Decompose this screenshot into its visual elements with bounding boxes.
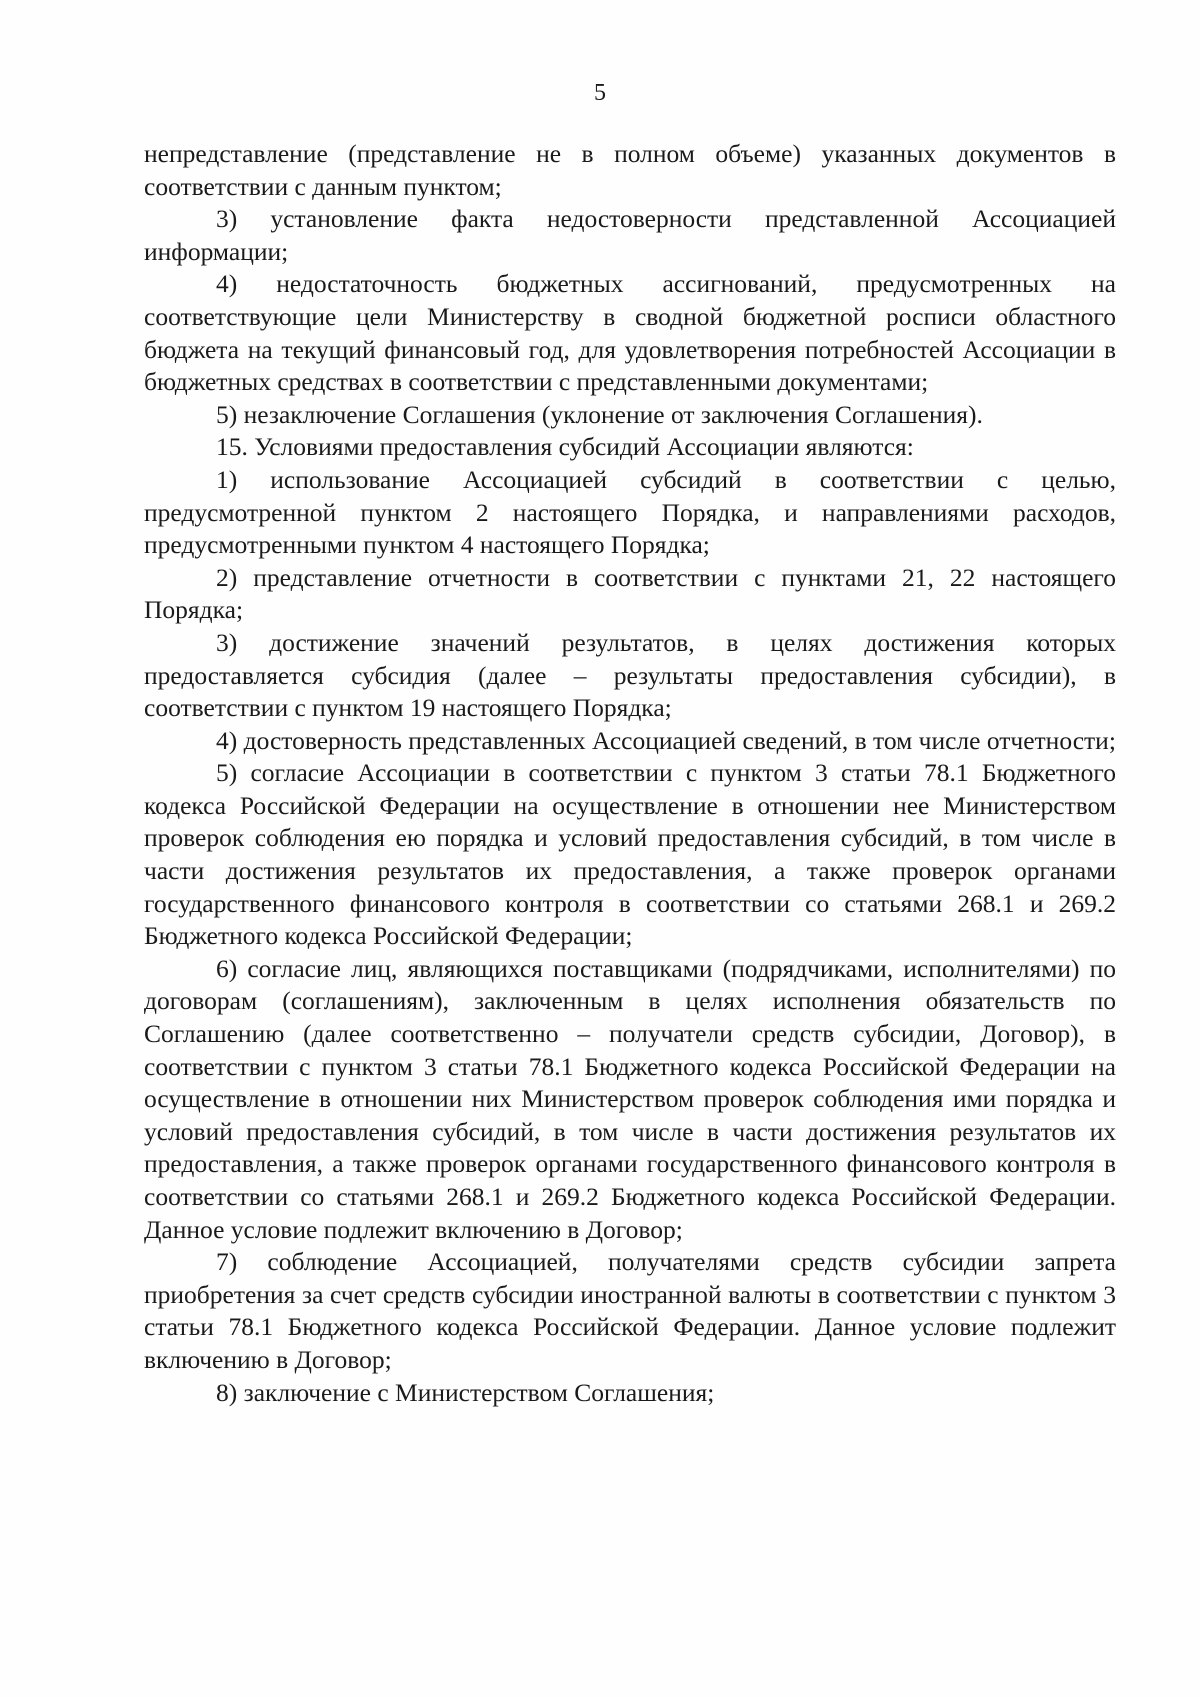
paragraph: 8) заключение с Министерством Соглашения; — [216, 1377, 715, 1407]
paragraph: 2) представление отчетности в соответствии с пунктами 21, 22 настоящего Порядка; — [144, 562, 1116, 625]
paragraph: 5) незаключение Соглашения (уклонение от заключения Соглашения). — [216, 399, 983, 429]
paragraph: 4) достоверность представленных Ассоциацией сведений, в том числе отчетности; — [216, 725, 1116, 755]
paragraph: 1) использование Ассоциацией субсидий в соответствии с целью, предусмотренной пунктом 2 настоящего Порядка, и направлениями расходов, предусмотренными пунктом 4 настоящего Порядка; — [144, 464, 1116, 560]
paragraph: 7) соблюдение Ассоциацией, получателями средств субсидии запрета приобретения за счет средств субсидии иностранной валюты в соответствии с пунктом 3 статьи 78.1 Бюджетного кодекса Российской Федерации. Данное условие подлежит включению в Договор; — [144, 1247, 1116, 1374]
paragraph: 4) недостаточность бюджетных ассигнований, предусмотренных на соответствующие цели Министерству в сводной бюджетной росписи областного бюджета на текущий финансовый год, для удовлетворения потребностей Ассоциации в бюджетных средствах в соответствии с представленными документами; — [144, 269, 1116, 397]
paragraph: 3) установление факта недостоверности представленной Ассоциацией информации; — [144, 204, 1116, 266]
paragraph: 5) согласие Ассоциации в соответствии с пунктом 3 статьи 78.1 Бюджетного кодекса Российской Федерации на осуществление в отношении нее Министерством проверок соблюдения ею порядка и условий предоставления субсидий, в том числе в части достижения результатов их предоставления, а также проверок органами государственного финансового контроля в соответствии со статьями 268.1 и 269.2 Бюджетного кодекса Российской Федерации; — [144, 758, 1116, 951]
body-text — [144, 138, 1116, 1409]
paragraph: непредставление (представление не в полном объеме) указанных документов в соответствии с данным пунктом; — [144, 139, 1116, 201]
paragraph: 15. Условиями предоставления субсидий Ассоциации являются: — [216, 432, 914, 462]
paragraph: 6) согласие лиц, являющихся поставщиками (подрядчиками, исполнителями) по договорам (соглашениям), заключенным в целях исполнения обязательств по Соглашению (далее соответственно – получатели средств субсидии, Договор), в соответствии с пунктом 3 статьи 78.1 Бюджетного кодекса Российской Федерации на осуществление в отношении них Министерством проверок соблюдения ими порядка и условий предоставления субсидий, в том числе в части достижения результатов их предоставления, а также проверок органами государственного финансового контроля в соответствии со статьями 268.1 и 269.2 Бюджетного кодекса Российской Федерации. Данное условие подлежит включению в Договор; — [144, 953, 1116, 1244]
page-number: 5 — [594, 80, 606, 106]
paragraph: 3) достижение значений результатов, в целях достижения которых предоставляется субсидия (далее – результаты предоставления субсидии), в соответствии с пунктом 19 настоящего Порядка; — [144, 627, 1116, 723]
